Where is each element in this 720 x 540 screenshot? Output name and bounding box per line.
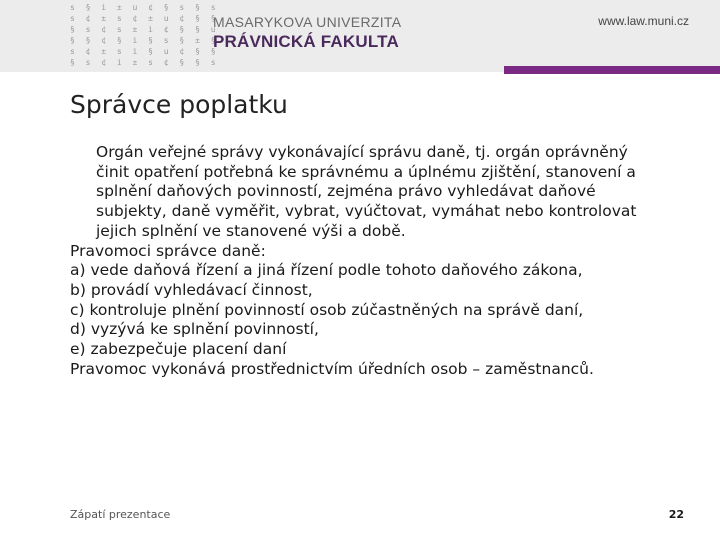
list-item: b) provádí vyhledávací činnost, [70, 280, 313, 299]
page-number: 22 [668, 508, 684, 521]
website-url[interactable]: www.law.muni.cz [598, 14, 689, 28]
slide-body [70, 143, 690, 379]
closing-line: Pravomoc vykonává prostřednictvím úředních osob – zaměstnanců. [70, 359, 594, 378]
university-name: MASARYKOVA UNIVERZITA [213, 14, 402, 30]
university-logo-icon: s § i ± u ¢ § s § s s ¢ ± s ¢ ± u ¢ § § § s ¢ s ± i ¢ § § u § § ¢ § i § s § ± § s ¢ ± s i § u ¢ § § § s ¢ i ± s ¢ § § s [70, 3, 219, 67]
list-item: c) kontroluje plnění povinností osob zúčastněných na správě daní, [70, 300, 584, 319]
powers-heading: Pravomoci správce daně: [70, 241, 266, 260]
slide-header [0, 0, 720, 72]
list-item: e) zabezpečuje placení daní [70, 340, 287, 359]
accent-bar [504, 66, 720, 74]
slide-title: Správce poplatku [70, 90, 288, 119]
faculty-name: PRÁVNICKÁ FAKULTA [213, 32, 399, 51]
intro-paragraph: Orgán veřejné správy vykonávající správu daně, tj. orgán oprávněný činit opatření potřebná ke správnému a úplnému zjištění, stanovení a splnění daňových povinností, zejména právo vyhledávat daňové subjekty, daně vyměřit, vybrat, vyúčtovat, vymáhat nebo kontrolovat jejich splnění ve stanovené výši a době. [96, 143, 637, 240]
list-item: a) vede daňová řízení a jiná řízení podle tohoto daňového zákona, [70, 261, 583, 280]
footer-text: Zápatí prezentace [70, 508, 171, 521]
list-item: d) vyzývá ke splnění povinností, [70, 320, 319, 339]
